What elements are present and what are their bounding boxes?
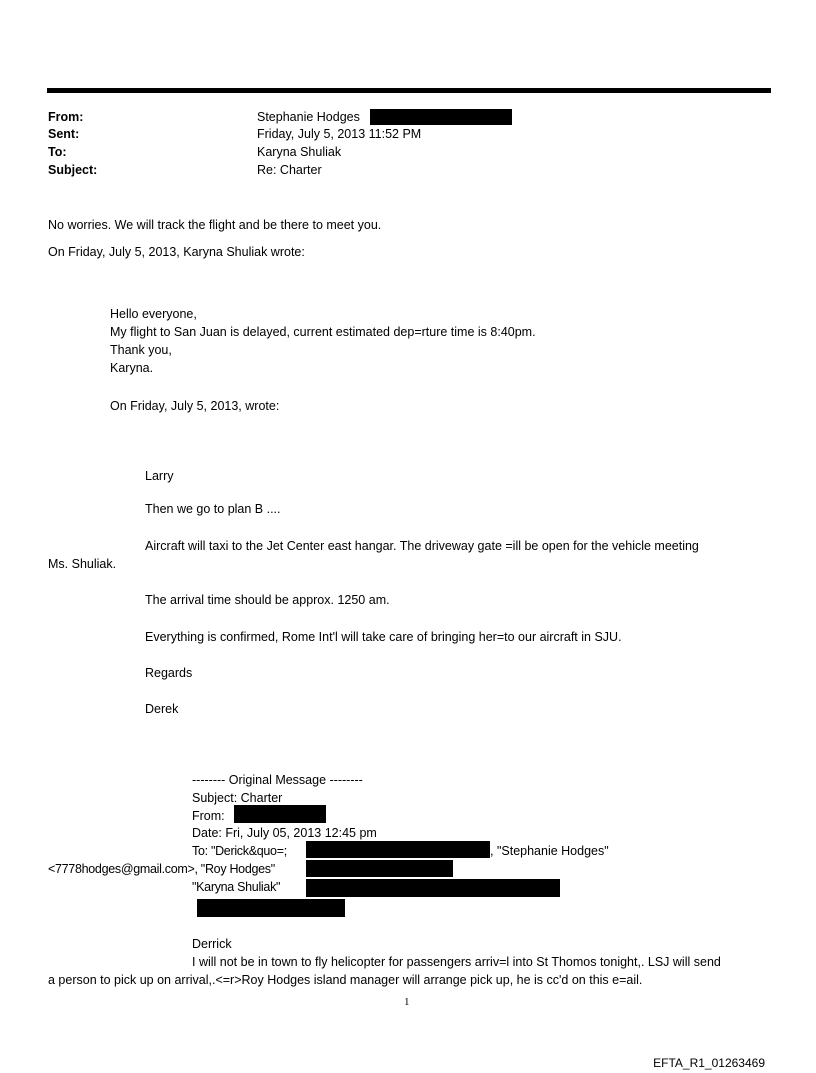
from-value: Stephanie Hodges: [257, 110, 360, 124]
reply-text: No worries. We will track the flight and be there to meet you.: [48, 218, 382, 232]
original-to-cont: "Karyna Shuliak": [192, 880, 281, 894]
quote-line: Hello everyone,: [110, 307, 197, 321]
document-id: EFTA_R1_01263469: [653, 1056, 765, 1070]
quote2-line: Aircraft will taxi to the Jet Center east hangar. The driveway gate =ill be open for the vehicle meeting: [145, 539, 699, 553]
redaction: [234, 805, 326, 823]
original-body: I will not be in town to fly helicopter for passengers arriv=l into St Thomos tonight,. LSJ will send: [192, 955, 721, 969]
original-divider: -------- Original Message --------: [192, 773, 363, 787]
quote-line: Karyna.: [110, 361, 154, 375]
original-date: Date: Fri, July 05, 2013 12:45 pm: [192, 826, 377, 840]
subject-value: Re: Charter: [257, 163, 322, 177]
original-body: a person to pick up on arrival,.<=r>Roy Hodges island manager will arrange pick up, he is cc'd on this e=ail.: [48, 973, 643, 987]
subject-label: Subject:: [48, 163, 98, 177]
original-greeting: Derrick: [192, 937, 232, 951]
quote2-line: Regards: [145, 666, 193, 680]
original-to-cont: , "Stephanie Hodges": [490, 844, 609, 858]
redaction: [197, 899, 345, 917]
quote2-line: Larry: [145, 469, 174, 483]
to-value: Karyna Shuliak: [257, 145, 342, 159]
original-from: From:: [192, 809, 225, 823]
to-label: To:: [48, 145, 67, 159]
quote-intro-2: On Friday, July 5, 2013, wrote:: [110, 399, 280, 413]
sent-value: Friday, July 5, 2013 11:52 PM: [257, 127, 422, 141]
original-to: To: "Derick&quo=;: [192, 844, 287, 858]
header-rule: [47, 88, 771, 93]
page-number: 1: [404, 996, 410, 1008]
original-subject: Subject: Charter: [192, 791, 283, 805]
quote-intro: On Friday, July 5, 2013, Karyna Shuliak wrote:: [48, 245, 305, 259]
quote2-line: Everything is confirmed, Rome Int'l will take care of bringing her=to our aircraft in SJU.: [145, 630, 622, 644]
redaction: [306, 879, 560, 897]
quote-line: Thank you,: [110, 343, 172, 357]
redaction: [306, 841, 490, 858]
redaction: [306, 860, 453, 877]
quote-line: My flight to San Juan is delayed, current estimated dep=rture time is 8:40pm.: [110, 325, 536, 339]
quote2-line: Then we go to plan B ....: [145, 502, 281, 516]
quote2-line: The arrival time should be approx. 1250 am.: [145, 593, 390, 607]
redaction: [370, 109, 512, 125]
original-to-cont: <7778hodges@gmail.com>, "Roy Hodges": [48, 862, 275, 876]
from-label: From:: [48, 110, 84, 124]
sent-label: Sent:: [48, 127, 80, 141]
quote2-line: Ms. Shuliak.: [48, 557, 117, 571]
quote2-line: Derek: [145, 702, 179, 716]
